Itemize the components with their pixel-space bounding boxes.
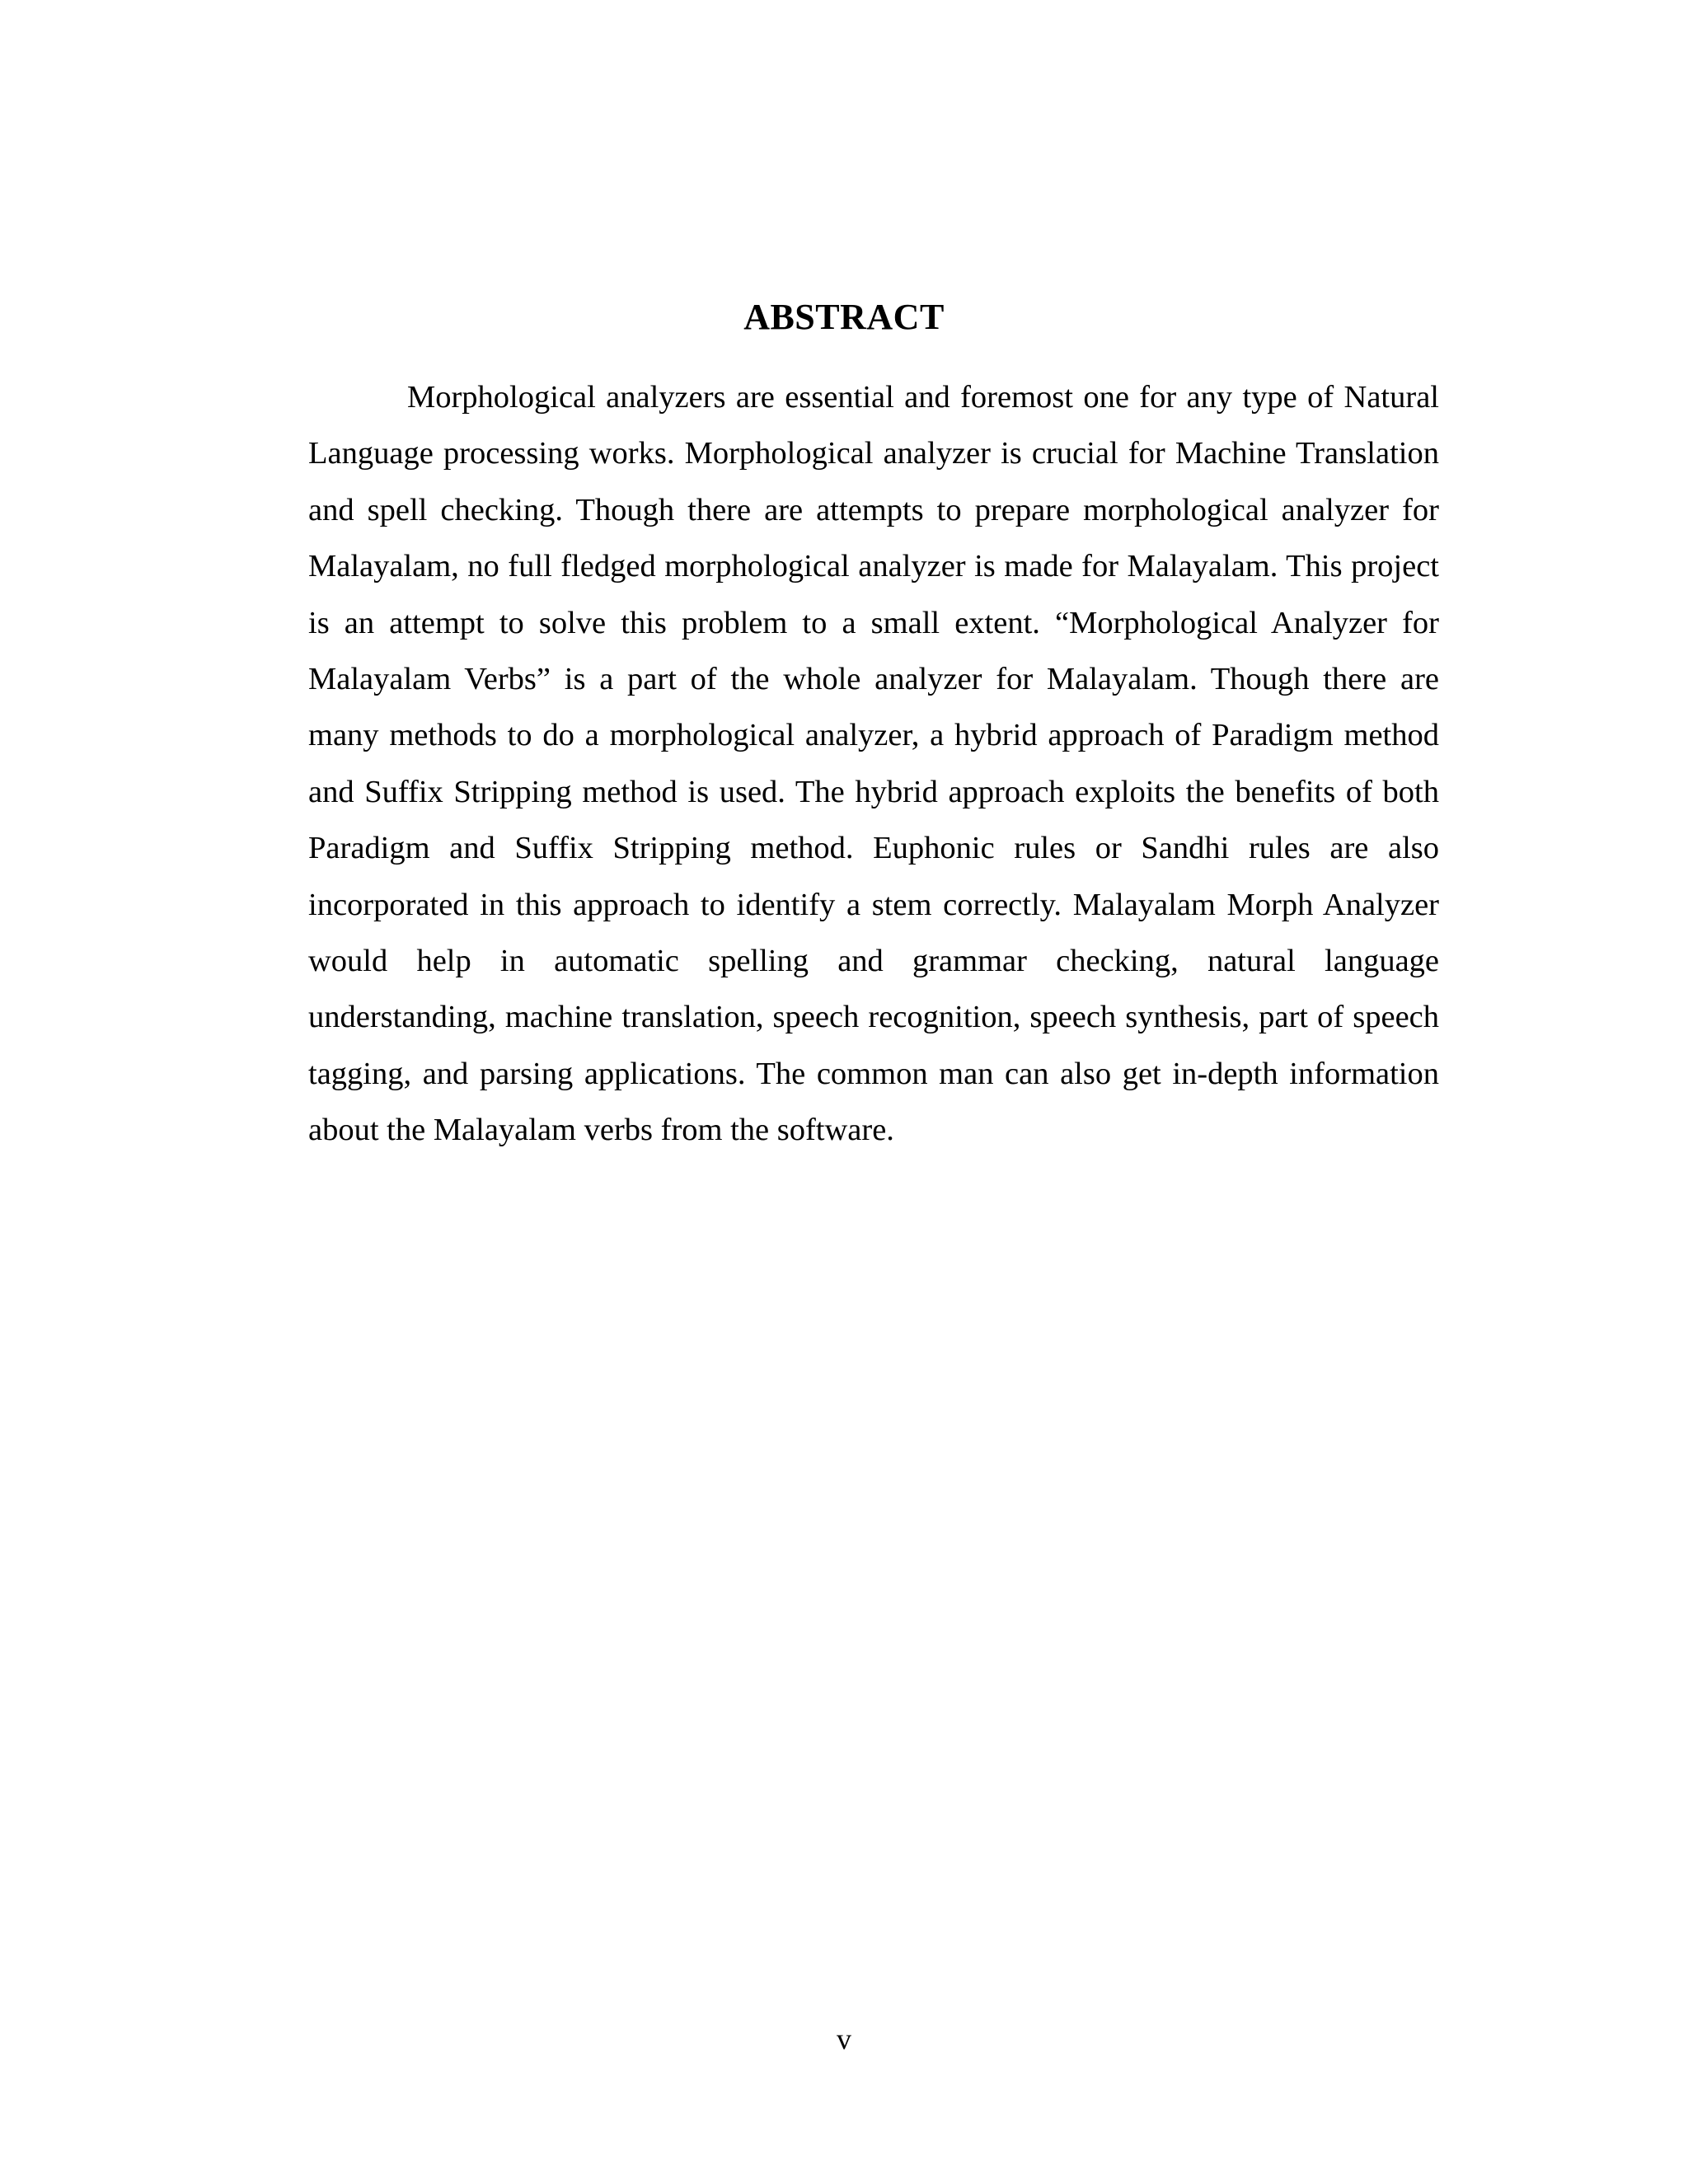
page-title: ABSTRACT: [743, 297, 945, 338]
abstract-paragraph: Morphological analyzers are essential and foremost one for any type of Natural Language processing works. Morphological analyzer is crucial for Machine Translation and spell checking. Though there are attempts to prepare morphological analyzer for Malayalam, no full fledged morphological analyzer is made for Malayalam. This project is an attempt to solve this problem to a small extent. “Morphological Analyzer for Malayalam Verbs” is a part of the whole analyzer for Malayalam. Though there are many methods to do a morphological analyzer, a hybrid approach of Paradigm method and Suffix Stripping method is used. The hybrid approach exploits the benefits of both Paradigm and Suffix Stripping method. Euphonic rules or Sandhi rules are also incorporated in this approach to identify a stem correctly. Malayalam Morph Analyzer would help in automatic spelling and grammar checking, natural language understanding, machine translation, speech recognition, speech synthesis, part of speech tagging, and parsing applications. The common man can also get in-depth information about the Malayalam verbs from the software.: [308, 380, 1439, 1148]
page-number: v: [837, 2022, 851, 2055]
